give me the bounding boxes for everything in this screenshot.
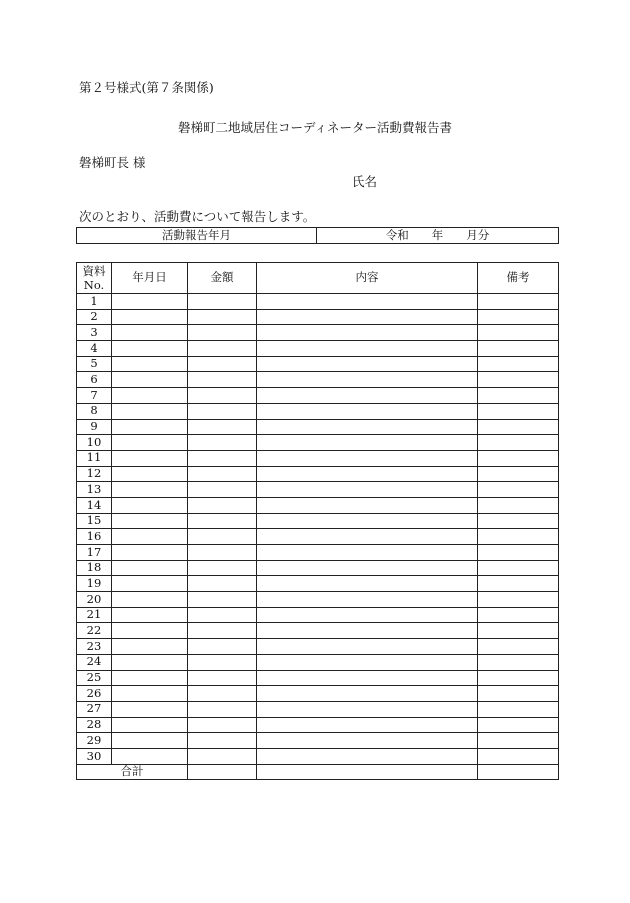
remarks-cell[interactable] xyxy=(478,403,559,419)
content-cell[interactable] xyxy=(257,607,478,623)
date-cell[interactable] xyxy=(112,686,188,702)
table-row xyxy=(77,482,559,498)
name-label: 氏名 xyxy=(352,174,378,189)
amount-cell[interactable] xyxy=(188,294,257,310)
row-number-cell: 30 xyxy=(77,748,112,764)
table-row xyxy=(77,654,559,670)
header-document-no-line2: No. xyxy=(83,278,105,292)
content-cell[interactable] xyxy=(257,686,478,702)
amount-cell[interactable] xyxy=(188,419,257,435)
table-row xyxy=(77,670,559,686)
form-number: 第２号様式(第７条関係) xyxy=(79,80,214,95)
date-cell[interactable] xyxy=(112,733,188,749)
row-number-cell: 15 xyxy=(77,513,112,529)
table-row xyxy=(77,545,559,561)
remarks-cell[interactable] xyxy=(478,733,559,749)
content-cell[interactable] xyxy=(257,309,478,325)
row-number-cell: 2 xyxy=(77,309,112,325)
remarks-cell[interactable] xyxy=(478,294,559,310)
content-cell[interactable] xyxy=(257,513,478,529)
date-cell[interactable] xyxy=(112,403,188,419)
remarks-cell[interactable] xyxy=(478,450,559,466)
row-number-cell: 21 xyxy=(77,607,112,623)
date-cell[interactable] xyxy=(112,623,188,639)
amount-cell[interactable] xyxy=(188,576,257,592)
content-cell[interactable] xyxy=(257,733,478,749)
table-row xyxy=(77,356,559,372)
table-row xyxy=(77,623,559,639)
table-row xyxy=(77,325,559,341)
date-cell[interactable] xyxy=(112,388,188,404)
remarks-cell[interactable] xyxy=(478,717,559,733)
total-row xyxy=(77,764,559,780)
remarks-cell[interactable] xyxy=(478,607,559,623)
date-cell[interactable] xyxy=(112,592,188,608)
remarks-cell[interactable] xyxy=(478,576,559,592)
row-number-cell: 19 xyxy=(77,576,112,592)
amount-cell[interactable] xyxy=(188,639,257,655)
row-number-cell: 8 xyxy=(77,403,112,419)
date-cell[interactable] xyxy=(112,341,188,357)
content-cell[interactable] xyxy=(257,670,478,686)
content-cell[interactable] xyxy=(257,450,478,466)
amount-cell[interactable] xyxy=(188,748,257,764)
row-number-cell: 16 xyxy=(77,529,112,545)
date-cell[interactable] xyxy=(112,607,188,623)
date-cell[interactable] xyxy=(112,748,188,764)
header-date: 年月日 xyxy=(112,263,188,294)
row-number-cell: 28 xyxy=(77,717,112,733)
row-number-cell: 10 xyxy=(77,435,112,451)
date-cell[interactable] xyxy=(112,529,188,545)
amount-cell[interactable] xyxy=(188,733,257,749)
date-cell[interactable] xyxy=(112,701,188,717)
content-cell[interactable] xyxy=(257,356,478,372)
content-cell[interactable] xyxy=(257,497,478,513)
header-remarks: 備考 xyxy=(478,263,559,294)
table-row xyxy=(77,294,559,310)
table-row xyxy=(77,686,559,702)
content-cell[interactable] xyxy=(257,748,478,764)
expense-table xyxy=(76,262,559,780)
content-cell[interactable] xyxy=(257,482,478,498)
row-number-cell: 26 xyxy=(77,686,112,702)
remarks-cell[interactable] xyxy=(478,623,559,639)
remarks-cell[interactable] xyxy=(478,639,559,655)
amount-cell[interactable] xyxy=(188,482,257,498)
row-number-cell: 12 xyxy=(77,466,112,482)
remarks-cell[interactable] xyxy=(478,701,559,717)
remarks-cell[interactable] xyxy=(478,419,559,435)
date-cell[interactable] xyxy=(112,513,188,529)
table-row xyxy=(77,450,559,466)
total-amount-cell[interactable] xyxy=(188,764,257,780)
table-row xyxy=(77,639,559,655)
table-row xyxy=(77,497,559,513)
header-content: 内容 xyxy=(257,263,478,294)
total-content-cell xyxy=(257,764,478,780)
table-row xyxy=(77,309,559,325)
remarks-cell[interactable] xyxy=(478,748,559,764)
content-cell[interactable] xyxy=(257,701,478,717)
row-number-cell: 7 xyxy=(77,388,112,404)
date-cell[interactable] xyxy=(112,639,188,655)
remarks-cell[interactable] xyxy=(478,482,559,498)
date-cell[interactable] xyxy=(112,419,188,435)
amount-cell[interactable] xyxy=(188,388,257,404)
table-row xyxy=(77,733,559,749)
amount-cell[interactable] xyxy=(188,325,257,341)
remarks-cell[interactable] xyxy=(478,686,559,702)
remarks-cell[interactable] xyxy=(478,513,559,529)
header-amount: 金額 xyxy=(188,263,257,294)
table-row xyxy=(77,372,559,388)
report-period-row xyxy=(77,228,559,244)
amount-cell[interactable] xyxy=(188,560,257,576)
date-cell[interactable] xyxy=(112,560,188,576)
row-number-cell: 14 xyxy=(77,497,112,513)
header-document-no xyxy=(77,263,112,294)
row-number-cell: 23 xyxy=(77,639,112,655)
row-number-cell: 4 xyxy=(77,341,112,357)
remarks-cell[interactable] xyxy=(478,435,559,451)
content-cell[interactable] xyxy=(257,403,478,419)
table-row xyxy=(77,560,559,576)
table-row xyxy=(77,592,559,608)
content-cell[interactable] xyxy=(257,294,478,310)
date-cell[interactable] xyxy=(112,576,188,592)
document-title: 磐梯町二地域居住コーディネーター活動費報告書 xyxy=(177,120,452,135)
remarks-cell[interactable] xyxy=(478,388,559,404)
row-number-cell: 9 xyxy=(77,419,112,435)
content-cell[interactable] xyxy=(257,717,478,733)
table-row xyxy=(77,435,559,451)
row-number-cell: 25 xyxy=(77,670,112,686)
content-cell[interactable] xyxy=(257,466,478,482)
remarks-cell[interactable] xyxy=(478,654,559,670)
row-number-cell: 3 xyxy=(77,325,112,341)
amount-cell[interactable] xyxy=(188,701,257,717)
content-cell[interactable] xyxy=(257,576,478,592)
date-cell[interactable] xyxy=(112,654,188,670)
date-cell[interactable] xyxy=(112,466,188,482)
date-cell[interactable] xyxy=(112,435,188,451)
amount-cell[interactable] xyxy=(188,686,257,702)
amount-cell[interactable] xyxy=(188,529,257,545)
report-period-table xyxy=(76,227,559,244)
table-row xyxy=(77,701,559,717)
row-number-cell: 18 xyxy=(77,560,112,576)
remarks-cell[interactable] xyxy=(478,372,559,388)
content-cell[interactable] xyxy=(257,623,478,639)
row-number-cell: 27 xyxy=(77,701,112,717)
date-cell[interactable] xyxy=(112,482,188,498)
content-cell[interactable] xyxy=(257,388,478,404)
remarks-cell[interactable] xyxy=(478,497,559,513)
content-cell[interactable] xyxy=(257,435,478,451)
remarks-cell[interactable] xyxy=(478,592,559,608)
table-row xyxy=(77,466,559,482)
table-row xyxy=(77,748,559,764)
content-cell[interactable] xyxy=(257,419,478,435)
amount-cell[interactable] xyxy=(188,450,257,466)
remarks-cell[interactable] xyxy=(478,466,559,482)
content-cell[interactable] xyxy=(257,325,478,341)
table-row xyxy=(77,403,559,419)
amount-cell[interactable] xyxy=(188,513,257,529)
total-remarks-cell xyxy=(478,764,559,780)
amount-cell[interactable] xyxy=(188,670,257,686)
amount-cell[interactable] xyxy=(188,717,257,733)
table-row xyxy=(77,388,559,404)
remarks-cell[interactable] xyxy=(478,341,559,357)
date-cell[interactable] xyxy=(112,372,188,388)
row-number-cell: 22 xyxy=(77,623,112,639)
remarks-cell[interactable] xyxy=(478,670,559,686)
amount-cell[interactable] xyxy=(188,654,257,670)
remarks-cell[interactable] xyxy=(478,356,559,372)
expense-table-body xyxy=(77,294,559,765)
remarks-cell[interactable] xyxy=(478,309,559,325)
amount-cell[interactable] xyxy=(188,403,257,419)
intro-text: 次のとおり、活動費について報告します。 xyxy=(79,209,316,224)
amount-cell[interactable] xyxy=(188,545,257,561)
remarks-cell[interactable] xyxy=(478,529,559,545)
content-cell[interactable] xyxy=(257,592,478,608)
content-cell[interactable] xyxy=(257,372,478,388)
remarks-cell[interactable] xyxy=(478,545,559,561)
row-number-cell: 1 xyxy=(77,294,112,310)
total-label: 合計 xyxy=(77,764,188,780)
row-number-cell: 17 xyxy=(77,545,112,561)
table-row xyxy=(77,717,559,733)
content-cell[interactable] xyxy=(257,341,478,357)
row-number-cell: 11 xyxy=(77,450,112,466)
addressee: 磐梯町長 様 xyxy=(79,155,146,170)
row-number-cell: 20 xyxy=(77,592,112,608)
row-number-cell: 13 xyxy=(77,482,112,498)
date-cell[interactable] xyxy=(112,717,188,733)
remarks-cell[interactable] xyxy=(478,325,559,341)
amount-cell[interactable] xyxy=(188,466,257,482)
amount-cell[interactable] xyxy=(188,592,257,608)
header-document-no-line1: 資料 xyxy=(82,263,106,278)
content-cell[interactable] xyxy=(257,639,478,655)
expense-table-header xyxy=(77,263,559,294)
content-cell[interactable] xyxy=(257,654,478,670)
content-cell[interactable] xyxy=(257,560,478,576)
amount-cell[interactable] xyxy=(188,372,257,388)
content-cell[interactable] xyxy=(257,529,478,545)
content-cell[interactable] xyxy=(257,545,478,561)
table-row xyxy=(77,576,559,592)
table-row xyxy=(77,607,559,623)
date-cell[interactable] xyxy=(112,545,188,561)
table-row xyxy=(77,513,559,529)
date-cell[interactable] xyxy=(112,294,188,310)
row-number-cell: 29 xyxy=(77,733,112,749)
table-row xyxy=(77,529,559,545)
date-cell[interactable] xyxy=(112,670,188,686)
amount-cell[interactable] xyxy=(188,623,257,639)
date-cell[interactable] xyxy=(112,356,188,372)
row-number-cell: 6 xyxy=(77,372,112,388)
date-cell[interactable] xyxy=(112,309,188,325)
amount-cell[interactable] xyxy=(188,356,257,372)
amount-cell[interactable] xyxy=(188,309,257,325)
row-number-cell: 24 xyxy=(77,654,112,670)
amount-cell[interactable] xyxy=(188,341,257,357)
report-period-value[interactable]: 令和 年 月分 xyxy=(317,228,559,244)
row-number-cell: 5 xyxy=(77,356,112,372)
amount-cell[interactable] xyxy=(188,607,257,623)
date-cell[interactable] xyxy=(112,450,188,466)
date-cell[interactable] xyxy=(112,497,188,513)
remarks-cell[interactable] xyxy=(478,560,559,576)
table-row xyxy=(77,419,559,435)
table-row xyxy=(77,341,559,357)
report-period-label: 活動報告年月 xyxy=(77,228,317,244)
date-cell[interactable] xyxy=(112,325,188,341)
amount-cell[interactable] xyxy=(188,497,257,513)
amount-cell[interactable] xyxy=(188,435,257,451)
